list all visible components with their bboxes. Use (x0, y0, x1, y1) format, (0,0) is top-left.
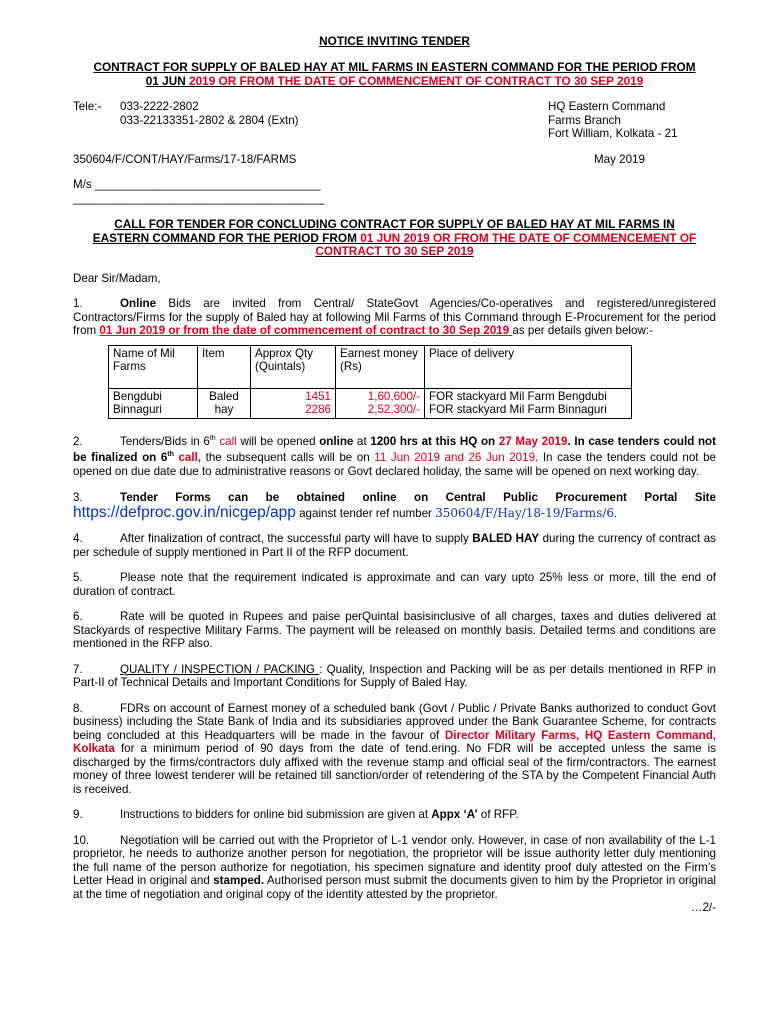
para8-payee: Director Military Farms, HQ Eastern Command, Kolkata (73, 728, 716, 755)
para9-bold: Appx ‘A’ (431, 808, 478, 821)
paragraph-2 (73, 432, 716, 478)
tele-line2: 033-22133351-2802 & 2804 (Extn) (120, 113, 299, 127)
header-qty: Approx Qty (Quintals) (251, 345, 336, 388)
para5-text: Please note that the requirement indicated is approximate and can vary upto 25% less or more, till the end of duration of contract. (73, 571, 716, 598)
letter-date: May 2019 (594, 152, 645, 166)
tender-table (108, 345, 632, 419)
para2-t1-red: call (215, 434, 237, 448)
para1-bold: Online (120, 297, 157, 311)
document-page (73, 28, 716, 915)
cell-place (425, 388, 632, 418)
paragraph-3-line1 (73, 491, 716, 505)
tele-line1: 033-2222-2802 (120, 100, 199, 113)
para2-t3: at (353, 434, 371, 448)
paragraph-8 (73, 702, 716, 797)
address-line3: Fort William, Kolkata - 21 (548, 127, 678, 140)
para2-sup1: th (209, 434, 216, 442)
para10-bold: stamped. (213, 874, 265, 887)
header-farm: Name of Mil Farms (109, 345, 198, 388)
para9-t1: Instructions to bidders for online bid submission are given at (120, 808, 432, 821)
place-value: FOR stackyard Mil Farm Bengdubi (429, 389, 607, 403)
para1-period: 01 Jun 2019 or from the date of commencement of contract to 30 Sep 2019 (99, 324, 513, 338)
para4-number: 4. (73, 532, 83, 545)
call-title-line2-black: EASTERN COMMAND FOR THE PERIOD FROM (92, 230, 361, 245)
para10-number: 10. (73, 833, 90, 847)
ref-number: 350604/F/CONT/HAY/Farms/17-18/FARMS (73, 152, 297, 166)
paragraph-7 (73, 663, 716, 690)
salutation: Dear Sir/Madam, (73, 271, 161, 285)
para3-end: . (614, 506, 618, 520)
para4-bold: BALED HAY (472, 532, 540, 545)
para4-t1: After finalization of contract, the successful party will have to supply (120, 532, 473, 545)
para9-number: 9. (73, 808, 83, 821)
paragraph-9 (73, 808, 716, 822)
header-emd: Earnest money (Rs) (336, 345, 425, 388)
para2-sup2: th (167, 451, 174, 459)
ref-date-row (73, 153, 716, 167)
para8-t1: FDRs on account of Earnest money of a scheduled bank (Govt / Public / Private Banks authorized to conduct Govt business) including the State Bank of India and its subsidiaries approved under the Bank Guarantee Scheme, for contracts being concluded at this Headquarters will be made in the favour of (73, 701, 716, 742)
paragraph-6 (73, 610, 716, 651)
para2-t1: Tenders/Bids in 6 (120, 434, 210, 448)
call-title (73, 218, 716, 259)
contract-title-line2-red: 2019 OR FROM THE DATE OF COMMENCEMENT OF CONTRACT TO 30 SEP 2019 (189, 74, 644, 88)
para1-text-a: Bids are invited from Central/ StateGovt Agencies/Co-operatives and registered/unregistered Contractors/Firms for the supply of Baled hay at following Mil Farms of this Command through E-Procurement for the period from (73, 297, 716, 338)
para7-number: 7. (73, 662, 83, 676)
para8-t2: for a minimum period of 90 days from the date of tend.ering. No FDR will be accepted unless the same is discharged by the firms/contractors duly affixed with the revenue stamp and official seal of the firm/contractors. The earnest money of three lowest tenderer will be retained till sanction/order of retendering of the STA by the Competent Financial Auth is received. (73, 742, 716, 796)
contract-title-line1: CONTRACT FOR SUPPLY OF BALED HAY AT MIL FARMS IN EASTERN COMMAND FOR THE PERIOD FROM (93, 60, 696, 74)
cell-emd (336, 388, 425, 418)
para2-t4-red: call, (173, 451, 202, 464)
call-title-line3-red: CONTRACT TO 30 SEP 2019 (315, 244, 474, 259)
para6-number: 6. (73, 610, 83, 623)
table-header-row (109, 345, 632, 388)
address-block (548, 100, 716, 141)
emd-value: 2,52,300/- (367, 403, 420, 417)
para10-t2: Authorised person must submit the documents given to him by the Proprietor in original at the time of negotiation and original copy of the identity attested by the proprietor. (73, 874, 717, 901)
qty-value: 1451 (305, 389, 331, 403)
farm-name: Bengdubi (113, 389, 162, 403)
para5-number: 5. (73, 571, 83, 584)
place-value: FOR stackyard Mil Farm Binnaguri (429, 403, 607, 417)
para2-subsequent-dates: 11 Jun 2019 and 26 Jun 2019 (374, 451, 536, 464)
para2-t2-bold: online (319, 434, 354, 448)
table-row (109, 388, 632, 418)
paragraph-10 (73, 834, 716, 902)
para2-t6: . In case the tenders could not be opened on due date due to administrative reasons or Govt declared holiday, the same will be opened on next working day. (73, 451, 717, 478)
header-item: Item (198, 345, 251, 388)
paragraph-4 (73, 532, 716, 559)
para2-t2: will be opened (236, 434, 320, 448)
para2-t5: the subsequent calls will be on (201, 451, 375, 464)
para9-t2: of RFP. (477, 808, 519, 821)
para4-t2: during the currency of contract as per schedule of supply mentioned in Part II of the RFP document. (73, 532, 716, 559)
para7-text: : Quality, Inspection and Packing will be as per details mentioned in RFP in Part-II of Technical Details and Important Conditions for Supply of Baled Hay. (73, 662, 716, 689)
para10-t1: Negotiation will be carried out with the Proprietor of L-1 vendor only. However, in case of non availability of the L-1 proprietor, he needs to authorize another person for negotiation, the proprietor will be issue authority letter duly mentioning the full name of the person authorize for negotiation, his specimen signature and identity proof duly attested on the Firm’s Letter Head in original and (73, 833, 716, 887)
para3-number: 3. (73, 491, 83, 504)
contract-title (73, 60, 716, 88)
call-title-line1: CALL FOR TENDER FOR CONCLUDING CONTRACT FOR SUPPLY OF BALED HAY AT MIL FARMS IN (114, 217, 675, 231)
para1-text-b: as per details given below:- (512, 324, 653, 338)
tele-label: Tele:- (73, 100, 102, 113)
para7-heading: QUALITY / INSPECTION / PACKING (120, 662, 320, 676)
emd-value: 1,60,600/- (367, 389, 420, 403)
para2-number: 2. (73, 434, 83, 448)
notice-heading: NOTICE INVITING TENDER (319, 34, 470, 48)
para8-number: 8. (73, 701, 83, 715)
para2-open-date: 27 May 2019 (498, 434, 568, 448)
contract-title-line2-black: 01 JUN (145, 74, 190, 88)
contact-block (73, 100, 716, 141)
paragraph-1 (73, 297, 716, 338)
farm-name: Binnaguri (113, 403, 162, 417)
para2-t3-bold: 1200 hrs at this HQ on (370, 434, 499, 448)
telephone-block (73, 100, 299, 141)
para1-number: 1. (73, 297, 83, 311)
tender-ref: 350604/F/Hay/18-19/Farms/6 (435, 505, 615, 520)
paragraph-5 (73, 571, 716, 598)
para3-text: against tender ref number (295, 506, 436, 520)
para3-bold: Tender Forms can be obtained online on Central Public Procurement Portal Site (120, 491, 716, 504)
address-line2: Farms Branch (548, 113, 621, 127)
ms-line2: _______________________________________ (73, 191, 325, 205)
portal-link[interactable]: https://defproc.gov.in/nicgep/app (73, 503, 296, 521)
para6-text: Rate will be quoted in Rupees and paise perQuintal basisinclusive of all charges, taxes and duties delivered at Stackyards of respective Military Farms. The payment will be released on monthly basis. Detailed terms and conditions are mentioned in the RFP also. (73, 610, 716, 650)
paragraph-3-line2 (73, 503, 716, 521)
qty-value: 2286 (305, 403, 331, 417)
para2-t4-bold: . In case tenders could not be finalized on 6 (73, 434, 716, 464)
next-page-marker: …2/- (690, 901, 716, 914)
call-title-line2-red: 01 JUN 2019 OR FROM THE DATE OF COMMENCEMENT OF (360, 230, 697, 245)
cell-qty (251, 388, 336, 418)
cell-item: Baled hay (198, 388, 251, 418)
address-line1: HQ Eastern Command (548, 100, 666, 113)
ms-line1: M/s ___________________________________ (73, 178, 321, 191)
header-place: Place of delivery (425, 345, 632, 388)
cell-farm (109, 388, 198, 418)
